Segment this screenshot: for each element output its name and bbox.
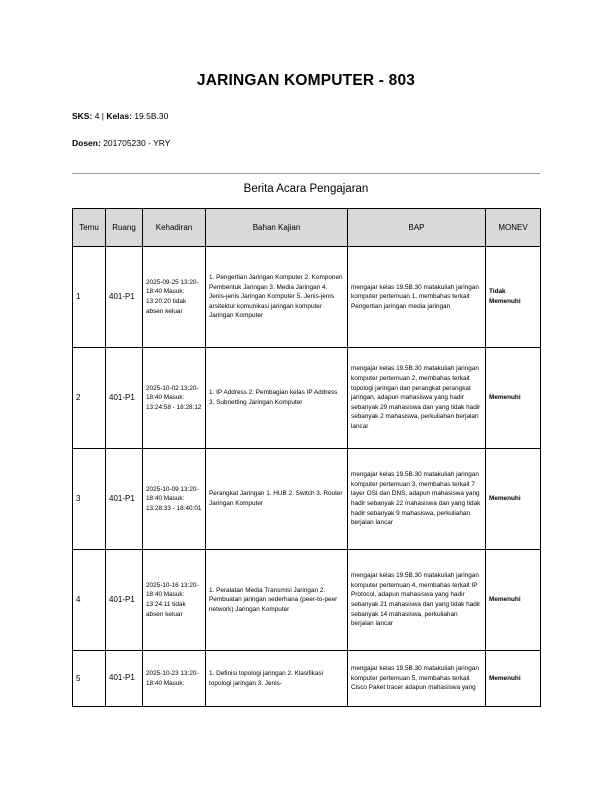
document-title: JARINGAN KOMPUTER - 803 xyxy=(196,72,416,89)
cell-monev: Memenuhi xyxy=(486,651,541,707)
cell-bahan-kajian: 1. Definisi topologi jaringan 2. Klasifikasi topologi jaringan 3. Jenis- xyxy=(206,651,348,707)
course-info-line xyxy=(72,111,168,121)
cell-kehadiran: 2025-10-23 13:20-18:40 Masuk: xyxy=(143,651,206,707)
cell-monev: Memenuhi xyxy=(486,449,541,550)
cell-kehadiran: 2025-09-25 13:20-18:40 Masuk: 13:20:20 tidak absen keluar xyxy=(143,247,206,348)
cell-bap: mengajar kelas 19.5B.30 matakuliah jaringan komputer pertemuan 4, membahas terkait IP Protocol, adapun mahasiswa yang hadir sebanyak 21 mahasiswa dan yang tidak hadir sebanyak 14 mahasiswa, perkuliahan berjalan lancar xyxy=(348,550,486,651)
table-header-row xyxy=(73,209,541,247)
sks-value: 4 xyxy=(94,111,100,121)
cell-ruang: 401-P1 xyxy=(106,348,143,449)
cell-bap: mengajar kelas 19.5B.30 matakuliah jaringan komputer pertemuan 1, membahas terkait Pengertian jaringan media jaringan xyxy=(348,247,486,348)
dosen-value: 201705230 - YRY xyxy=(103,138,171,148)
header-ruang: Ruang xyxy=(106,209,143,247)
cell-temu: 1 xyxy=(73,247,106,348)
table-row xyxy=(73,550,541,651)
cell-temu: 4 xyxy=(73,550,106,651)
cell-temu: 3 xyxy=(73,449,106,550)
header-temu: Temu xyxy=(73,209,106,247)
cell-monev: Memenuhi xyxy=(486,550,541,651)
sks-label: SKS: xyxy=(72,111,93,121)
cell-monev: Memenuhi xyxy=(486,348,541,449)
lecturer-line xyxy=(72,138,170,148)
table-row xyxy=(73,348,541,449)
cell-monev: Tidak Memenuhi xyxy=(486,247,541,348)
header-monev: MONEV xyxy=(486,209,541,247)
cell-kehadiran: 2025-10-16 13:20-18:40 Masuk: 13:24:11 tidak absen keluar xyxy=(143,550,206,651)
cell-ruang: 401-P1 xyxy=(106,247,143,348)
cell-ruang: 401-P1 xyxy=(106,449,143,550)
cell-ruang: 401-P1 xyxy=(106,651,143,707)
cell-bahan-kajian: 1. Pengertian Jaringan Komputer 2. Komponen Pembentuk Jaringan 3. Media Jaringan 4. Jenis-jenis Jaringan Komputer 5. Jenis-jenis arsitektur komunikasi jaringan komputer Jaringan Komputer xyxy=(206,247,348,348)
cell-kehadiran: 2025-10-09 13:20-18:40 Masuk: 13:28:33 - 18:40:01 xyxy=(143,449,206,550)
cell-kehadiran: 2025-10-02 13:20-18:40 Masuk: 13:24:58 - 18:28:12 xyxy=(143,348,206,449)
table-row xyxy=(73,247,541,348)
dosen-label: Dosen: xyxy=(72,138,101,148)
cell-bahan-kajian: Perangkat Jaringan 1. HUB 2. Switch 3. Router Jaringan Komputer xyxy=(206,449,348,550)
cell-temu: 5 xyxy=(73,651,106,707)
cell-bahan-kajian: 1. Peralatan Media Transmisi Jaringan 2. Pembuatan jaringan sederhana (peer-to-peer network) Jaringan Komputer xyxy=(206,550,348,651)
kelas-label: Kelas: xyxy=(106,111,132,121)
meta-separator: | xyxy=(101,111,105,121)
table-row xyxy=(73,651,541,707)
cell-bap: mengajar kelas 19.5B.30 matakuliah jaringan komputer pertemuan 5, membahas terkait Cisco Paket tracer adapun mahasiswa yang xyxy=(348,651,486,707)
cell-bap: mengajar kelas 19.5B.30 matakuliah jaringan komputer pertemuan 3, membahas terkait 7 layer OSI dan DNS, adapun mahasiswa yang hadir sebanyak 22 mahasiswa dan yang tidak hadir sebanyak 9 mahasiswa, perkuliahan berjalan lancar xyxy=(348,449,486,550)
header-bahan-kajian: Bahan Kajian xyxy=(206,209,348,247)
cell-temu: 2 xyxy=(73,348,106,449)
cell-ruang: 401-P1 xyxy=(106,550,143,651)
cell-bap: mengajar kelas 19.5B.30 matakuliah jaringan komputer pertemuan 2, membahas terkait topologi jaringan dan perangkat perangkat jaringan, adapun mahasiswa yang hadir sebanyak 29 mahasiswa dan yang tidak hadir sebanyak 2 mahasiswa, perkuliahan berjalan lancar xyxy=(348,348,486,449)
teaching-record-table xyxy=(72,208,541,707)
table-row xyxy=(73,449,541,550)
section-divider xyxy=(72,173,540,174)
section-title: Berita Acara Pengajaran xyxy=(243,183,369,195)
header-bap: BAP xyxy=(348,209,486,247)
kelas-value: 19.5B.30 xyxy=(134,111,169,121)
header-kehadiran: Kehadiran xyxy=(143,209,206,247)
cell-bahan-kajian: 1. IP Address 2. Pembagian kelas IP Address 3. Subnetting Jaringan Komputer xyxy=(206,348,348,449)
